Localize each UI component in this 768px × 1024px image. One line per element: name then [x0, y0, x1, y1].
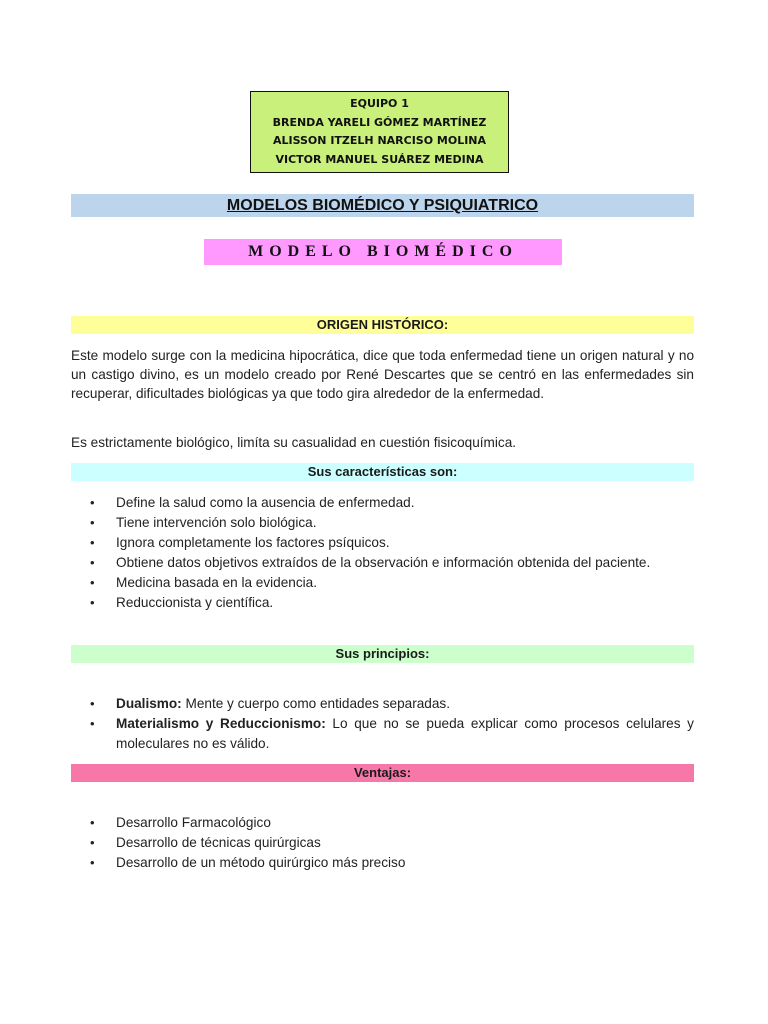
bullet-icon: • — [90, 815, 95, 830]
team-member: ALISSON ITZELH NARCISO MOLINA — [272, 134, 487, 147]
origin-paragraph: Este modelo surge con la medicina hipocrática, dice que toda enfermedad tiene un origen natural y no un castigo divino, es un modelo creado por René Descartes que se centró en las enfermedades sin recuperar, dificultades biológicas ya que todo gira alrededor de la enfermedad. — [71, 348, 694, 401]
bullet-icon: • — [90, 555, 95, 570]
team-member: BRENDA YARELI GÓMEZ MARTÍNEZ — [272, 115, 487, 129]
bullet-icon: • — [90, 575, 95, 590]
list-item — [71, 533, 694, 553]
bullet-icon: • — [90, 535, 95, 550]
main-title: MODELOS BIOMÉDICO Y PSIQUIATRICO — [71, 194, 694, 217]
principle-text: Mente y cuerpo como entidades separadas. — [181, 696, 450, 711]
team-member: VICTOR MANUEL SUÁREZ MEDINA — [275, 152, 484, 166]
origin-paragraph: Es estrictamente biológico, limíta su casualidad en cuestión fisicoquímica. — [71, 435, 517, 450]
list-item — [71, 694, 694, 714]
list-item-text: Obtiene datos objetivos extraídos de la observación e información obtenida del paciente. — [116, 555, 651, 570]
list-item — [71, 714, 694, 754]
bullet-icon: • — [90, 835, 95, 850]
principle-term: Dualismo: — [116, 696, 182, 711]
list-item-text: Medicina basada en la evidencia. — [116, 575, 318, 590]
bullet-icon: • — [90, 595, 95, 610]
list-item — [71, 593, 694, 613]
advantages-list — [71, 813, 694, 873]
list-item-text: Desarrollo de técnicas quirúrgicas — [116, 835, 321, 850]
characteristics-list — [71, 493, 694, 613]
bullet-icon: • — [90, 696, 95, 711]
bullet-icon: • — [90, 495, 95, 510]
list-item — [71, 513, 694, 533]
list-item-text: Desarrollo de un método quirúrgico más preciso — [116, 855, 406, 870]
characteristics-heading: Sus características son: — [71, 463, 694, 481]
list-item — [71, 813, 694, 833]
list-item-text: Desarrollo Farmacológico — [116, 815, 271, 830]
team-box — [250, 91, 509, 173]
principles-list — [71, 694, 694, 754]
list-item — [71, 833, 694, 853]
model-title: MODELO BIOMÉDICO — [204, 239, 562, 265]
list-item — [71, 573, 694, 593]
principle-term: Materialismo y Reduccionismo: — [116, 716, 326, 731]
list-item-text: Tiene intervención solo biológica. — [116, 515, 317, 530]
list-item-text: Reduccionista y científica. — [116, 595, 274, 610]
list-item-text: Define la salud como la ausencia de enfermedad. — [116, 495, 415, 510]
principles-heading: Sus principios: — [71, 645, 694, 663]
team-title: EQUIPO 1 — [350, 97, 409, 110]
bullet-icon: • — [90, 716, 95, 731]
list-item — [71, 493, 694, 513]
origin-heading: ORIGEN HISTÓRICO: — [71, 316, 694, 334]
bullet-icon: • — [90, 855, 95, 870]
principle-text: Lo que no se pueda explicar como procesos celulares y moleculares no es válido. — [116, 716, 694, 751]
advantages-heading: Ventajas: — [71, 764, 694, 782]
list-item — [71, 853, 694, 873]
bullet-icon: • — [90, 515, 95, 530]
list-item — [71, 553, 694, 573]
list-item-text: Ignora completamente los factores psíquicos. — [116, 535, 390, 550]
